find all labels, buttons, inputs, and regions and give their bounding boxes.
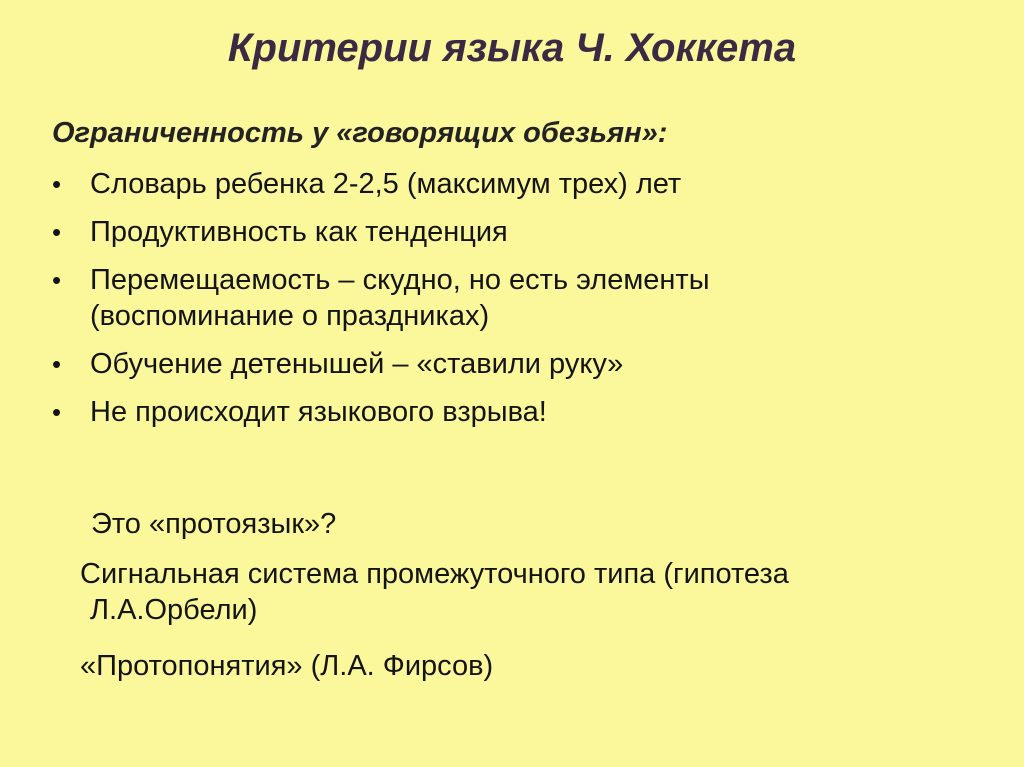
bullet-text: Обучение детенышей – «ставили руку» xyxy=(90,348,624,380)
hypothesis-line-2: Л.А.Орбели) xyxy=(90,594,258,626)
bullet-item xyxy=(52,166,952,202)
protolanguage-question: Это «протоязык»? xyxy=(91,508,337,540)
hypothesis-line-1: Сигнальная система промежуточного типа (гипотеза xyxy=(80,558,789,590)
bullet-dot-icon: • xyxy=(52,349,62,379)
hypothesis-text xyxy=(80,556,960,628)
bullet-item xyxy=(52,346,952,382)
bullet-text-continuation: (воспоминание о праздниках) xyxy=(90,300,490,332)
bullet-text: Словарь ребенка 2-2,5 (максимум трех) лет xyxy=(90,168,682,200)
section-subtitle: Ограниченность у «говорящих обезьян»: xyxy=(52,117,668,149)
bullet-item xyxy=(52,262,952,334)
bullet-item xyxy=(52,214,952,250)
protoconcepts-text: «Протопонятия» (Л.А. Фирсов) xyxy=(80,650,494,682)
bullet-text: Продуктивность как тенденция xyxy=(90,216,508,248)
slide-title: Критерии языка Ч. Хоккета xyxy=(227,26,797,70)
bullet-list xyxy=(52,166,952,442)
bullet-item xyxy=(52,394,952,430)
bullet-dot-icon: • xyxy=(52,265,62,295)
bullet-text: Перемещаемость – скудно, но есть элементы xyxy=(90,264,710,296)
bullet-text: Не происходит языкового взрыва! xyxy=(90,396,547,428)
bullet-dot-icon: • xyxy=(52,169,62,199)
bullet-dot-icon: • xyxy=(52,397,62,427)
bullet-dot-icon: • xyxy=(52,217,62,247)
